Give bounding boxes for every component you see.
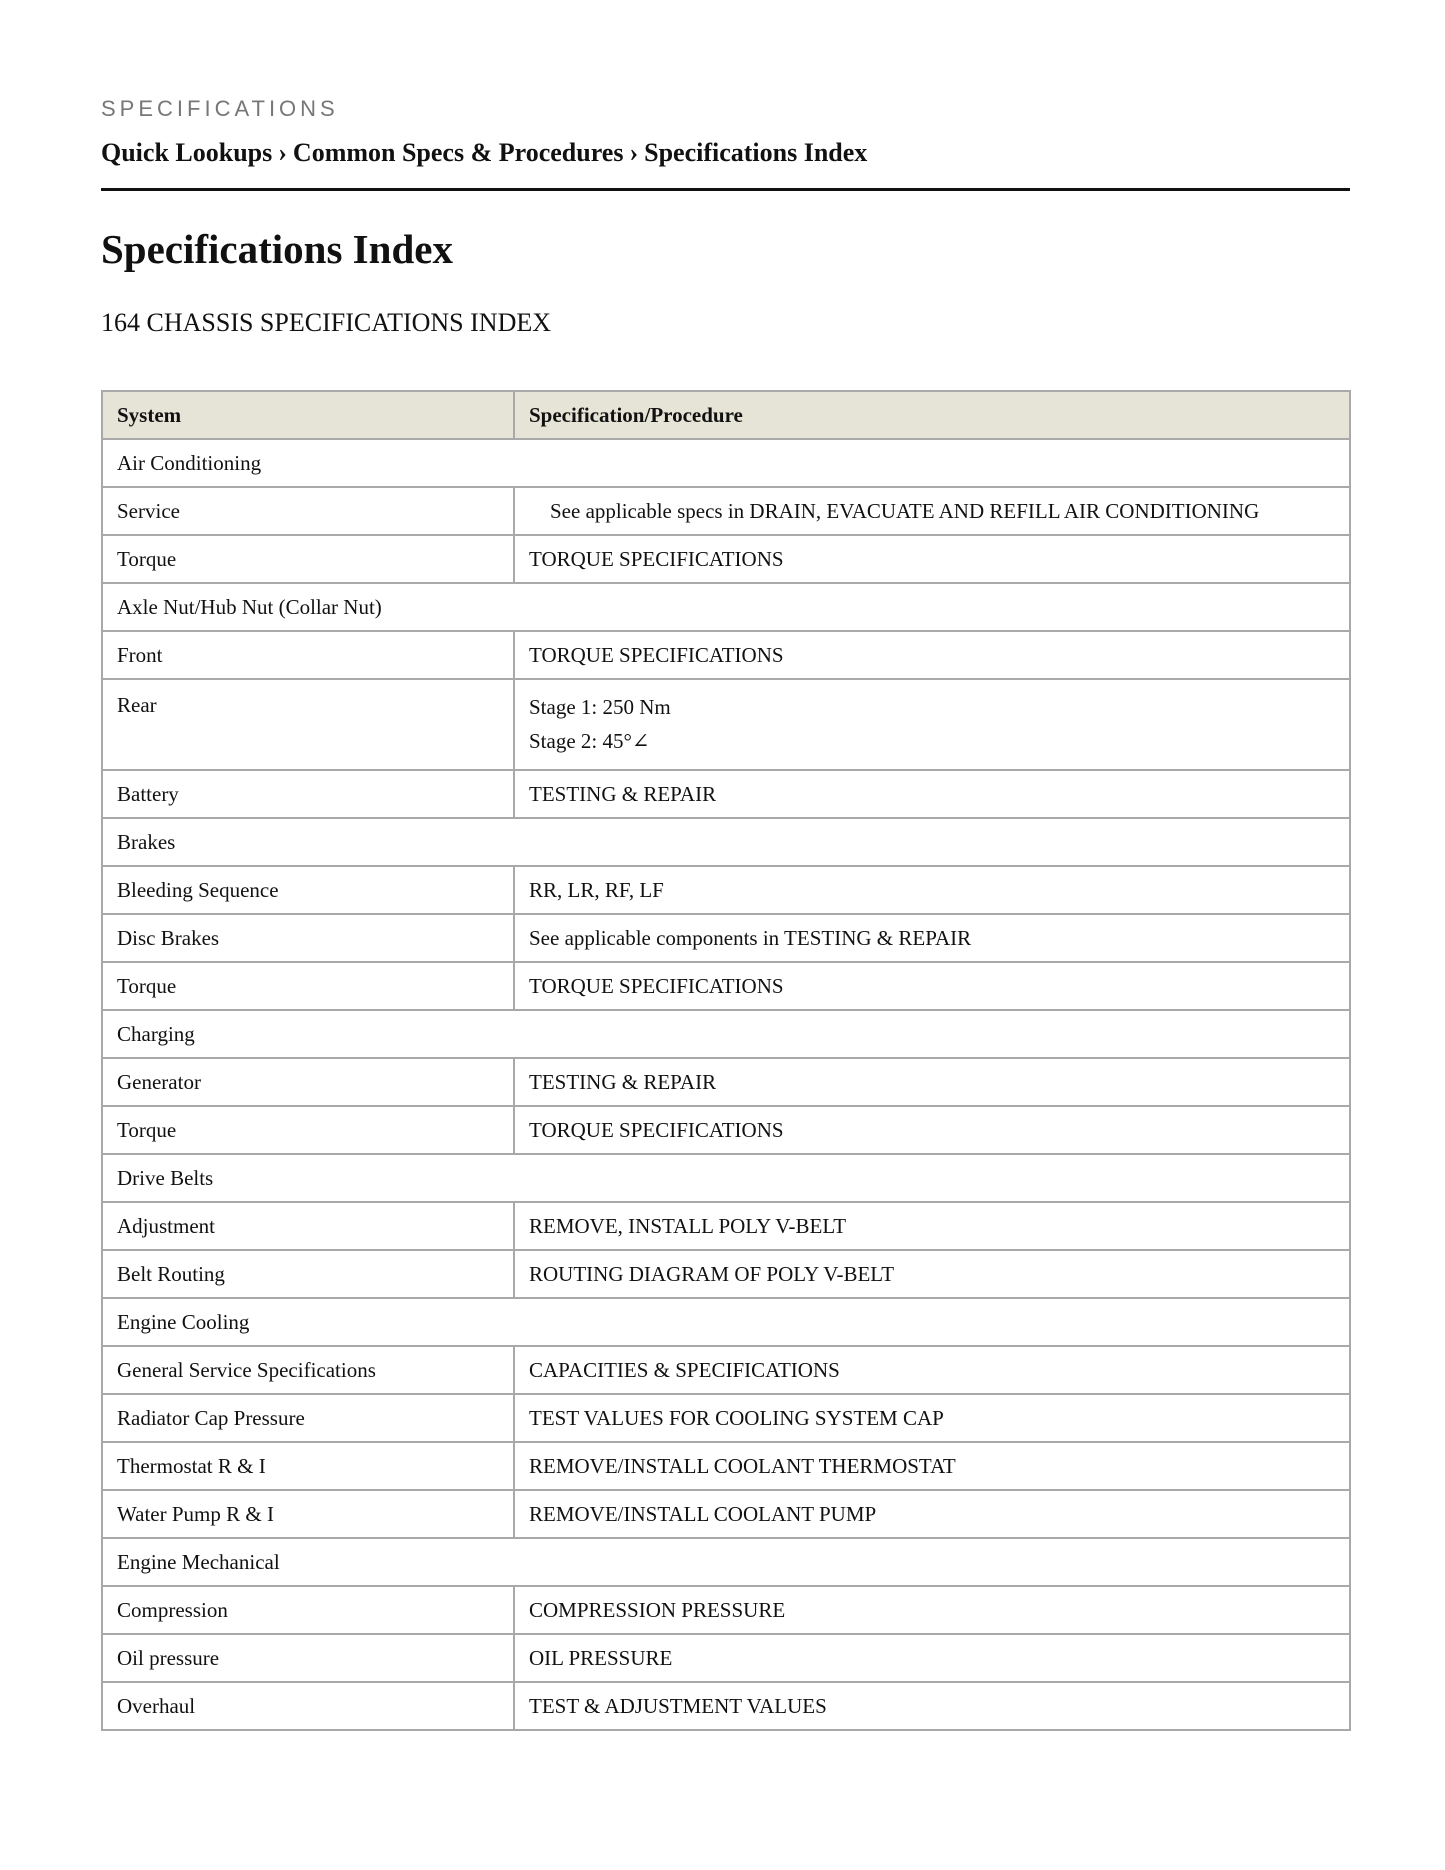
system-group-cell: Drive Belts [102, 1154, 1350, 1202]
system-group-cell: Axle Nut/Hub Nut (Collar Nut) [102, 583, 1350, 631]
system-group-cell: Engine Mechanical [102, 1538, 1350, 1586]
column-header-spec: Specification/Procedure [514, 391, 1350, 439]
table-row [102, 770, 1350, 818]
header-divider [101, 188, 1350, 191]
table-row [102, 679, 1350, 770]
table-row [102, 1490, 1350, 1538]
spec-text: RR, LR, RF, LF [529, 877, 664, 902]
breadcrumb [101, 138, 867, 168]
system-cell: Oil pressure [102, 1634, 514, 1682]
spec-text: COMPRESSION PRESSURE [529, 1597, 786, 1622]
spec-cell [514, 962, 1350, 1010]
system-cell: General Service Specifications [102, 1346, 514, 1394]
spec-text: ROUTING DIAGRAM OF POLY V-BELT [529, 1261, 895, 1286]
system-cell: Overhaul [102, 1682, 514, 1730]
system-cell [102, 679, 514, 770]
system-cell: Disc Brakes [102, 914, 514, 962]
table-body [102, 439, 1350, 1730]
table-row [102, 1058, 1350, 1106]
system-group-cell: Air Conditioning [102, 439, 1350, 487]
spec-text: REMOVE/INSTALL COOLANT PUMP [529, 1501, 877, 1526]
table-group-row [102, 439, 1350, 487]
spec-cell [514, 535, 1350, 583]
system-cell: Thermostat R & I [102, 1442, 514, 1490]
breadcrumb-item-quick-lookups[interactable]: Quick Lookups [101, 138, 273, 167]
table-row [102, 1634, 1350, 1682]
table-row [102, 1250, 1350, 1298]
spec-text: TORQUE SPECIFICATIONS [529, 1117, 784, 1142]
spec-text: See applicable specs in DRAIN, EVACUATE AND REFILL AIR CONDITIONING [550, 498, 1260, 523]
spec-cell [514, 679, 1350, 770]
system-cell: Battery [102, 770, 514, 818]
spec-text: TESTING & REPAIR [529, 1069, 717, 1094]
spec-text: TESTING & REPAIR [529, 781, 717, 806]
table-row [102, 1394, 1350, 1442]
spec-cell [514, 1442, 1350, 1490]
spec-text: Stage 1: 250 Nm [529, 695, 671, 719]
table-group-row [102, 1010, 1350, 1058]
table-row [102, 1586, 1350, 1634]
spec-text: REMOVE, INSTALL POLY V-BELT [529, 1213, 847, 1238]
page-subtitle: 164 CHASSIS SPECIFICATIONS INDEX [101, 308, 552, 337]
system-cell: Belt Routing [102, 1250, 514, 1298]
system-label: Rear [117, 693, 157, 717]
system-cell: Torque [102, 535, 514, 583]
column-header-system: System [102, 391, 514, 439]
spec-cell [514, 1346, 1350, 1394]
spec-cell [514, 1106, 1350, 1154]
system-cell: Torque [102, 1106, 514, 1154]
spec-text: See applicable components in TESTING & REPAIR [529, 925, 972, 950]
spec-text: TORQUE SPECIFICATIONS [529, 642, 784, 667]
system-cell: Compression [102, 1586, 514, 1634]
table-row [102, 1346, 1350, 1394]
system-cell: Adjustment [102, 1202, 514, 1250]
breadcrumb-separator: › [629, 138, 639, 167]
breadcrumb-item-current: Specifications Index [644, 138, 868, 167]
system-group-cell: Charging [102, 1010, 1350, 1058]
system-cell: Bleeding Sequence [102, 866, 514, 914]
spec-text: TORQUE SPECIFICATIONS [529, 546, 784, 571]
spec-cell [514, 1490, 1350, 1538]
spec-cell [514, 770, 1350, 818]
spec-cell [514, 1058, 1350, 1106]
spec-text: REMOVE/INSTALL COOLANT THERMOSTAT [529, 1453, 956, 1478]
spec-text: TEST & ADJUSTMENT VALUES [529, 1693, 827, 1718]
system-cell: Service [102, 487, 514, 535]
table-group-row [102, 1538, 1350, 1586]
table-row [102, 1682, 1350, 1730]
spec-cell [514, 1394, 1350, 1442]
table-row [102, 1202, 1350, 1250]
spec-cell [514, 487, 1350, 535]
table-group-row [102, 583, 1350, 631]
system-cell: Water Pump R & I [102, 1490, 514, 1538]
system-cell: Torque [102, 962, 514, 1010]
specifications-table [101, 390, 1351, 1731]
table-group-row [102, 818, 1350, 866]
table-group-row [102, 1154, 1350, 1202]
table-row [102, 1442, 1350, 1490]
table-row [102, 914, 1350, 962]
spec-cell [514, 1250, 1350, 1298]
table-row [102, 535, 1350, 583]
spec-text: CAPACITIES & SPECIFICATIONS [529, 1357, 840, 1382]
table-row [102, 1106, 1350, 1154]
spec-cell [514, 914, 1350, 962]
spec-cell [514, 1202, 1350, 1250]
table-group-row [102, 1298, 1350, 1346]
table-row [102, 631, 1350, 679]
spec-text: TEST VALUES FOR COOLING SYSTEM CAP [529, 1405, 944, 1430]
system-cell: Radiator Cap Pressure [102, 1394, 514, 1442]
breadcrumb-item-common-specs[interactable]: Common Specs & Procedures [292, 138, 624, 167]
system-cell: Front [102, 631, 514, 679]
system-group-cell: Brakes [102, 818, 1350, 866]
spec-cell [514, 1634, 1350, 1682]
spec-text: Stage 2: 45°∠ [529, 729, 650, 753]
spec-text: OIL PRESSURE [529, 1645, 673, 1670]
system-group-cell: Engine Cooling [102, 1298, 1350, 1346]
spec-text: TORQUE SPECIFICATIONS [529, 973, 784, 998]
breadcrumb-separator: › [278, 138, 287, 167]
system-cell: Generator [102, 1058, 514, 1106]
table-row [102, 866, 1350, 914]
spec-cell [514, 1682, 1350, 1730]
table-row [102, 487, 1350, 535]
spec-cell [514, 866, 1350, 914]
spec-cell [514, 631, 1350, 679]
page-title: Specifications Index [101, 226, 453, 272]
table-header-row [102, 391, 1350, 439]
section-kicker: SPECIFICATIONS [101, 96, 339, 121]
table-row [102, 962, 1350, 1010]
spec-cell [514, 1586, 1350, 1634]
